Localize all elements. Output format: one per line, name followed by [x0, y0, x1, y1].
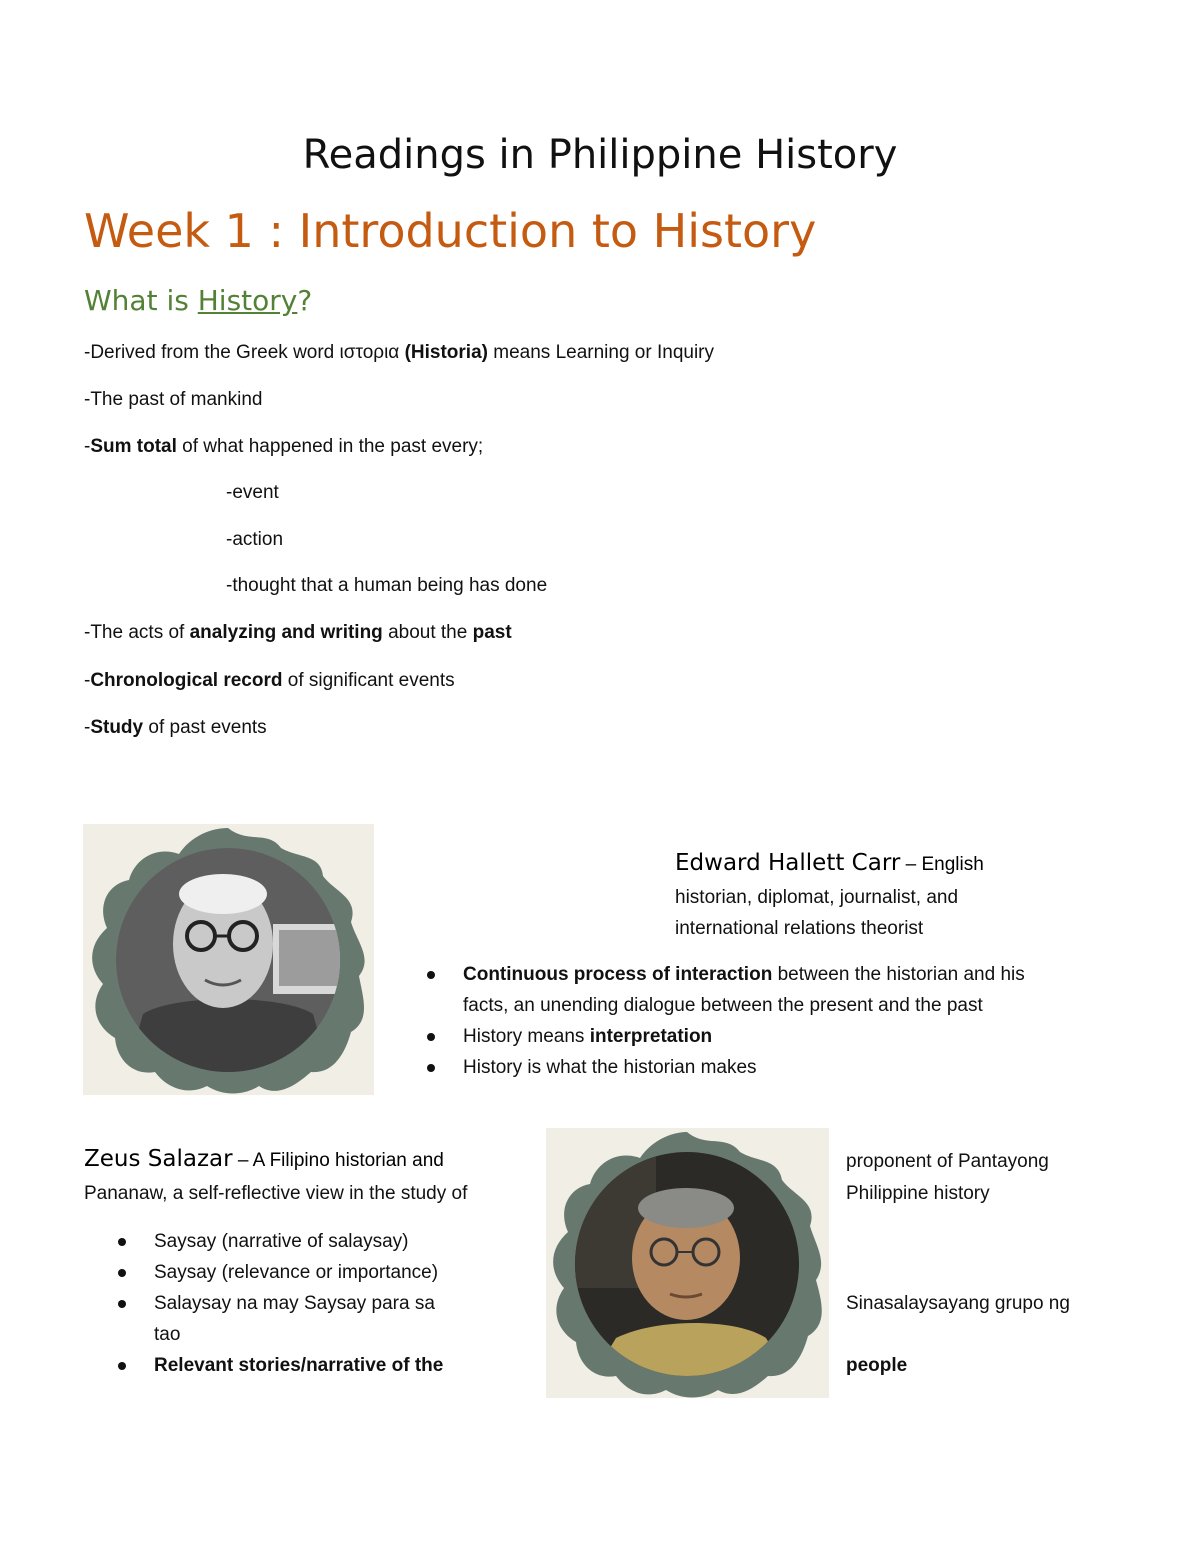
salazar-right-line3: Sinasalaysayang grupo ng: [846, 1293, 1070, 1314]
salazar-portrait: [546, 1128, 829, 1398]
def-text: -: [84, 717, 91, 738]
def-bold: past: [472, 622, 512, 643]
def-text: -: [84, 670, 91, 691]
salazar-desc-line2: Pananaw, a self-reflective view in the study of: [84, 1183, 468, 1204]
def-text: means Learning or Inquiry: [487, 342, 714, 363]
document-title: Readings in Philippine History: [302, 132, 898, 178]
salazar-bullet: [154, 1257, 443, 1288]
salazar-bullet: [154, 1288, 443, 1319]
definition-sum-total: [84, 435, 483, 459]
def-text: about the: [382, 622, 473, 643]
salazar-name: Zeus Salazar: [84, 1146, 233, 1172]
definition-greek: [84, 341, 714, 365]
carr-bullet: [463, 959, 1025, 990]
question-suffix: ?: [297, 284, 313, 317]
bullet-icon: [118, 1300, 126, 1308]
salazar-bullet: [154, 1226, 443, 1257]
carr-bullet: [463, 1021, 1025, 1052]
salazar-desc: – A Filipino historian and: [232, 1150, 444, 1171]
bullet-icon: [118, 1238, 126, 1246]
def-bold: Chronological record: [90, 670, 283, 691]
carr-portrait-image: [83, 824, 374, 1095]
def-text: -: [84, 436, 91, 457]
sub-item-action: -action: [226, 529, 284, 550]
bullet-icon: [427, 1033, 435, 1041]
def-text: of what happened in the past every;: [176, 436, 484, 457]
salazar-right-line2: Philippine history: [846, 1183, 990, 1204]
salazar-portrait-image: [546, 1128, 829, 1398]
definition-acts: [84, 621, 512, 645]
bullet-icon: [427, 1064, 435, 1072]
bullet-icon: [118, 1362, 126, 1370]
salazar-right-line1: proponent of Pantayong: [846, 1151, 1049, 1172]
text: tao: [154, 1324, 181, 1345]
bold-text: Relevant stories/narrative of the: [154, 1355, 444, 1376]
text: Saysay (narrative of salaysay): [154, 1231, 409, 1252]
bullet-icon: [427, 971, 435, 979]
text: History means: [463, 1026, 590, 1047]
salazar-bullets: [154, 1226, 443, 1381]
week-heading: Week 1 : Introduction to History: [84, 204, 817, 258]
def-text: -Derived from the Greek word ιστορια: [84, 342, 405, 363]
def-bold: (Historia): [404, 342, 488, 363]
def-text: of past events: [143, 717, 267, 738]
def-text: -The acts of: [84, 622, 190, 643]
text: History is what the historian makes: [463, 1057, 757, 1078]
question-heading: [84, 284, 312, 317]
definition-chronological: [84, 669, 455, 693]
bullet-icon: [118, 1269, 126, 1277]
carr-desc-line2: historian, diplomat, journalist, and: [675, 887, 959, 908]
def-bold: Study: [90, 717, 144, 738]
question-word: History: [197, 284, 298, 317]
def-bold: Sum total: [90, 436, 177, 457]
carr-bullet: [463, 1052, 1025, 1083]
definition-past: -The past of mankind: [84, 389, 263, 410]
text: Saysay (relevance or importance): [154, 1262, 439, 1283]
salazar-bullet: [154, 1350, 443, 1381]
carr-bullet-cont: [463, 990, 1025, 1021]
text: between the historian and his: [772, 964, 1025, 985]
def-text: of significant events: [282, 670, 455, 691]
sub-item-event: -event: [226, 482, 279, 503]
salazar-right-line4: people: [846, 1355, 908, 1376]
definition-study: [84, 716, 267, 740]
bold-text: Continuous process of interaction: [463, 964, 773, 985]
salazar-heading: [84, 1146, 444, 1172]
sub-item-thought: -thought that a human being has done: [226, 575, 548, 596]
question-prefix: What is: [84, 284, 198, 317]
carr-heading: [675, 850, 984, 876]
salazar-bullet-cont: [154, 1319, 443, 1350]
text: facts, an unending dialogue between the present and the past: [463, 995, 983, 1016]
bold-text: interpretation: [589, 1026, 713, 1047]
carr-desc-line3: international relations theorist: [675, 918, 924, 939]
carr-desc: – English: [900, 854, 984, 875]
carr-name: Edward Hallett Carr: [675, 850, 901, 876]
carr-portrait: [83, 824, 374, 1095]
text: Salaysay na may Saysay para sa: [154, 1293, 435, 1314]
def-bold: analyzing and writing: [189, 622, 383, 643]
carr-bullets: [463, 959, 1025, 1083]
